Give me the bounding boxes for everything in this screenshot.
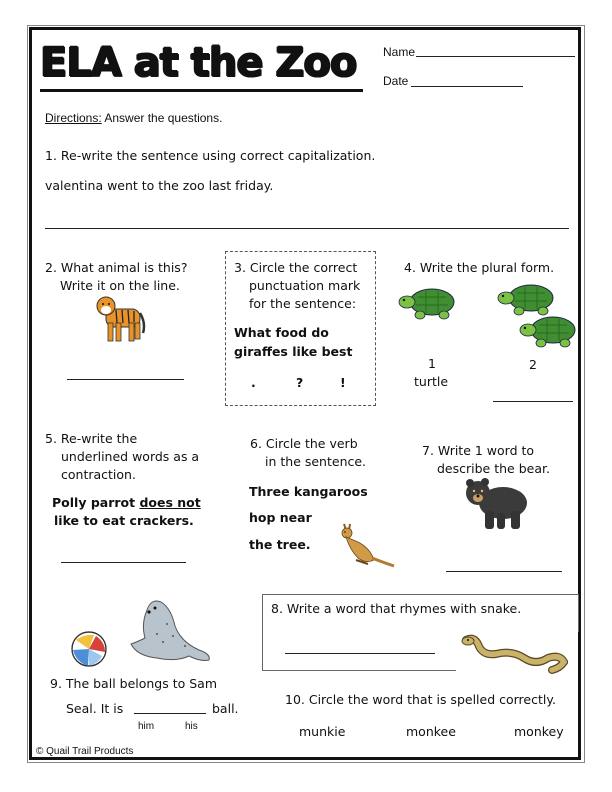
beach-ball-image [70, 630, 108, 668]
q7-line2: describe the bear. [437, 461, 550, 476]
q1-sentence: valentina went to the zoo last friday. [45, 178, 274, 193]
directions-text: Answer the questions. [104, 111, 223, 125]
q1-answer-line[interactable] [45, 214, 569, 229]
turtle-image-pair-1 [497, 281, 559, 317]
q5-line1: 5. Re-write the [45, 431, 138, 446]
date-label: Date [383, 74, 409, 88]
snake-image [460, 634, 568, 676]
q4-prompt: 4. Write the plural form. [404, 260, 555, 275]
q6-sentence-2[interactable]: hop near [249, 510, 312, 525]
q3-option-question[interactable]: ? [296, 375, 304, 390]
q5-line2: underlined words as a [61, 449, 200, 464]
q3-line2: punctuation mark [249, 278, 361, 293]
q10-prompt: 10. Circle the word that is spelled correctly. [285, 692, 556, 707]
directions-label: Directions: [45, 111, 102, 125]
q5-answer-line[interactable] [61, 549, 186, 563]
q10-option-monkey[interactable]: monkey [514, 724, 564, 739]
title-underline [40, 89, 363, 92]
q3-line3: for the sentence: [249, 296, 357, 311]
q7-line1: 7. Write 1 word to [422, 443, 535, 458]
q6-sentence-3[interactable]: the tree. [249, 537, 311, 552]
q10-option-munkie[interactable]: munkie [299, 724, 346, 739]
q6-line2: in the sentence. [265, 454, 367, 469]
q9-answer-line[interactable] [134, 700, 206, 714]
date-field[interactable] [411, 72, 523, 87]
copyright-footer: © Quail Trail Products [36, 746, 134, 757]
q5-sentence-line1 [52, 495, 201, 510]
q4-count-2: 2 [529, 357, 537, 372]
q3-sentence-1: What food do [234, 325, 329, 340]
q2-line2: Write it on the line. [60, 278, 180, 293]
directions [45, 111, 222, 125]
q3-line1: 3. Circle the correct [234, 260, 358, 275]
name-label: Name [383, 45, 416, 59]
q9-line2-end: ball. [212, 701, 239, 716]
bear-image [463, 477, 529, 533]
q9-line1: 9. The ball belongs to Sam [50, 676, 218, 691]
q6-line1: 6. Circle the verb [250, 436, 358, 451]
q4-count-1: 1 [428, 356, 436, 371]
q2-line1: 2. What animal is this? [45, 260, 188, 275]
q8-prompt: 8. Write a word that rhymes with snake. [271, 601, 522, 616]
q8-answer-line[interactable] [285, 640, 435, 654]
q9-option-his[interactable]: his [185, 721, 198, 732]
q8-box-right-edge [578, 594, 579, 632]
q9-option-him[interactable]: him [138, 721, 155, 732]
q7-answer-line[interactable] [446, 558, 562, 572]
turtle-image-pair-2 [519, 313, 581, 349]
q10-option-monkee[interactable]: monkee [406, 724, 456, 739]
turtle-image-single [398, 285, 460, 321]
q8-box-bottom-edge [262, 670, 456, 671]
name-field[interactable] [416, 43, 575, 57]
q3-sentence-2: giraffes like best [234, 344, 353, 359]
q3-option-exclamation[interactable]: ! [340, 375, 346, 390]
q3-option-period[interactable]: . [251, 375, 256, 390]
seal-image [127, 596, 213, 666]
q4-word-1: turtle [414, 374, 449, 389]
q1-prompt: 1. Re-write the sentence using correct capitalization. [45, 148, 376, 163]
q6-sentence-1[interactable]: Three kangaroos [249, 484, 368, 499]
q4-answer-line[interactable] [493, 388, 573, 402]
q2-answer-line[interactable] [67, 366, 184, 380]
q5-underlined-words: does not [139, 495, 201, 510]
q9-line2-start: Seal. It is [66, 701, 124, 716]
q5-line3: contraction. [61, 467, 136, 482]
kangaroo-image [336, 520, 396, 568]
q5-sentence-line2: like to eat crackers. [54, 513, 194, 528]
tiger-image [92, 293, 146, 345]
q5-sentence-start: Polly parrot [52, 495, 140, 510]
worksheet-title: ELA at the Zoo [40, 40, 357, 86]
